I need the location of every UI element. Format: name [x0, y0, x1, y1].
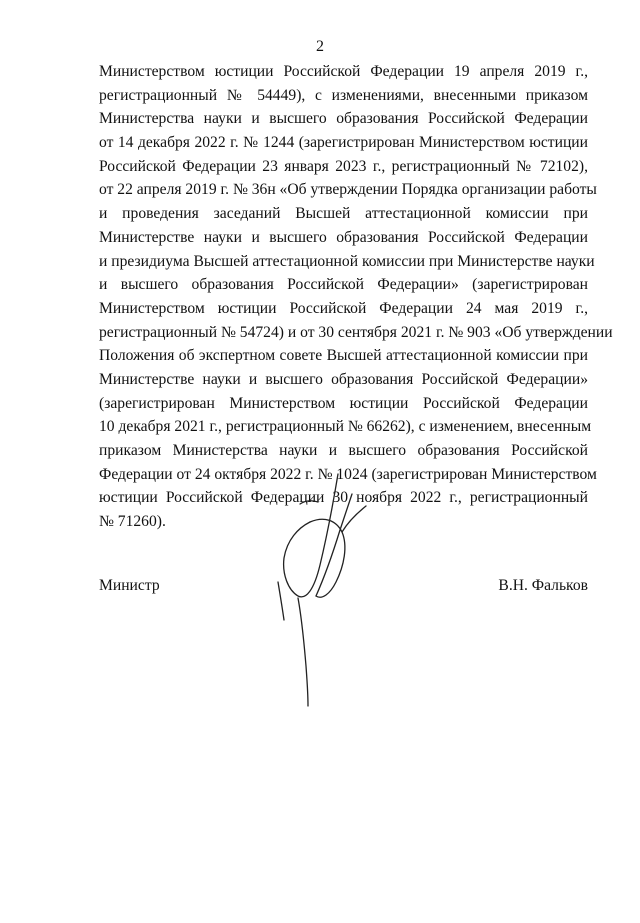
body-line: Министерства науки и высшего образования Российской Федерации	[99, 110, 588, 128]
body-line: Федерации от 24 октября 2022 г. № 1024 (зарегистрирован Министерством	[99, 465, 597, 483]
body-line: юстиции Российской Федерации 30 ноября 2022 г., регистрационный	[99, 489, 588, 507]
body-line: Положения об экспертном совете Высшей аттестационной комиссии при	[99, 347, 588, 365]
signature-block	[99, 574, 588, 598]
body-line: от 14 декабря 2022 г. № 1244 (зарегистрирован Министерством юстиции	[99, 134, 588, 152]
body-line: приказом Министерства науки и высшего образования Российской	[99, 442, 588, 459]
body-line: 10 декабря 2021 г., регистрационный № 66262), с изменением, внесенным	[99, 418, 592, 436]
body-line: и проведения заседаний Высшей аттестационной комиссии при	[99, 205, 588, 223]
signatory-title: Министр	[99, 577, 160, 594]
body-line-last: № 71260).	[99, 513, 166, 531]
body-line: (зарегистрирован Министерством юстиции Российской Федерации	[99, 394, 588, 412]
body-line: Министерством юстиции Российской Федерации 19 апреля 2019 г.,	[99, 63, 588, 80]
body-line: регистрационный № 54724) и от 30 сентября 2021 г. № 903 «Об утверждении	[99, 323, 613, 341]
body-line: Российской Федерации 23 января 2023 г., регистрационный № 72102),	[99, 157, 588, 175]
body-line: и высшего образования Российской Федерации» (зарегистрирован	[99, 276, 588, 294]
page-number: 2	[316, 38, 324, 55]
document-body	[99, 60, 613, 534]
body-line: от 22 апреля 2019 г. № 36н «Об утверждении Порядка организации работы	[99, 181, 597, 199]
body-line: Министерстве науки и высшего образования Российской Федерации	[99, 228, 588, 246]
body-line: Министерстве науки и высшего образования Российской Федерации»	[99, 370, 588, 388]
body-line: регистрационный № 54449), с изменениями, внесенными приказом	[99, 86, 588, 104]
signatory-name: В.Н. Фальков	[498, 577, 588, 594]
body-line: Министерством юстиции Российской Федерации 24 мая 2019 г.,	[99, 299, 588, 317]
body-line: и президиума Высшей аттестационной комиссии при Министерстве науки	[99, 252, 595, 270]
